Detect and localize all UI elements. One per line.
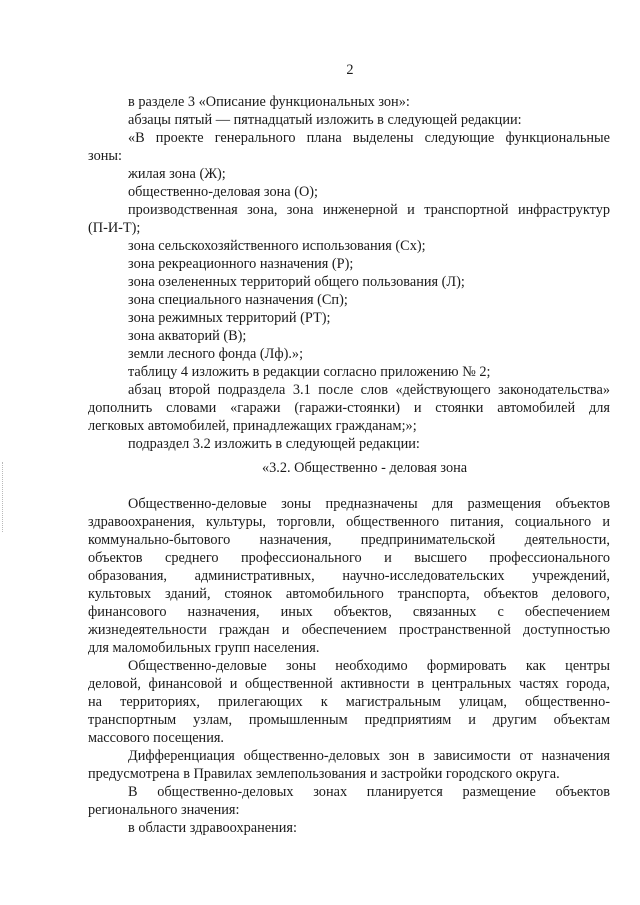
text-line: производственная зона, зона инженерной и транспортной инфраструктур	[128, 202, 610, 218]
paragraph-line: финансового назначения, иных объектов, связанных с обеспечением	[88, 604, 610, 620]
paragraph-line: регионального значения:	[88, 802, 240, 818]
text-line: абзац второй подраздела 3.1 после слов «действующего законодательства»	[128, 382, 610, 398]
text-line: зона специального назначения (Сп);	[128, 292, 348, 308]
paragraph-line: Дифференциация общественно-деловых зон в зависимости от назначения	[128, 748, 610, 764]
text-line: легковых автомобилей, принадлежащих гражданам;»;	[88, 418, 417, 434]
page-number: 2	[346, 62, 354, 78]
paragraph-line: Общественно-деловые зоны необходимо формировать как центры	[128, 658, 610, 674]
scan-margin-marks	[2, 462, 6, 532]
text-line: зона озелененных территорий общего пользования (Л);	[128, 274, 465, 290]
text-line: (П-И-Т);	[88, 220, 141, 236]
paragraph-line: культовых зданий, стоянок автомобильного транспорта, объектов делового,	[88, 586, 610, 602]
paragraph-line: коммунально-бытового назначения, предпринимательской деятельности,	[88, 532, 610, 548]
paragraph-line: деловой, финансовой и общественной активности в центральных частях города,	[88, 676, 610, 692]
paragraph-line: В общественно-деловых зонах планируется размещение объектов	[128, 784, 610, 800]
text-line: общественно-деловая зона (О);	[128, 184, 319, 200]
paragraph-line: в области здравоохранения:	[128, 820, 297, 836]
text-line: земли лесного фонда (Лф).»;	[128, 346, 304, 362]
text-line: зона режимных территорий (РТ);	[128, 310, 331, 326]
paragraph-line: здравоохранения, культуры, торговли, общественного питания, социального и	[88, 514, 610, 530]
text-line: подраздел 3.2 изложить в следующей редакции:	[128, 436, 420, 452]
text-line: в разделе 3 «Описание функциональных зон»:	[128, 94, 410, 110]
paragraph-line: Общественно-деловые зоны предназначены для размещения объектов	[128, 496, 610, 512]
paragraph-line: предусмотрена в Правилах землепользования и застройки городского округа.	[88, 766, 560, 782]
text-line: зона рекреационного назначения (Р);	[128, 256, 354, 272]
text-line: зоны:	[88, 148, 122, 164]
paragraph-line: для маломобильных групп населения.	[88, 640, 320, 656]
paragraph-line: образования, административных, научно-исследовательских учреждений,	[88, 568, 610, 584]
text-line: жилая зона (Ж);	[128, 166, 226, 182]
text-line: абзацы пятый — пятнадцатый изложить в следующей редакции:	[128, 112, 522, 128]
paragraph-line: объектов среднего профессионального и высшего профессионального	[88, 550, 610, 566]
paragraph-line: транспортным узлам, промышленным предприятиям и другим объектам	[88, 712, 610, 728]
text-line: зона акваторий (В);	[128, 328, 247, 344]
paragraph-line: жизнедеятельности граждан и обеспечением пространственной доступностью	[88, 622, 610, 638]
paragraph-line: массового посещения.	[88, 730, 224, 746]
text-line: «В проекте генерального плана выделены следующие функциональные	[128, 130, 610, 146]
text-line: зона сельскохозяйственного использования (Сх);	[128, 238, 426, 254]
section-heading: «3.2. Общественно - деловая зона	[262, 460, 468, 476]
paragraph-line: на территориях, прилегающих к магистральным улицам, общественно-	[88, 694, 610, 710]
text-line: дополнить словами «гаражи (гаражи-стоянки) и стоянки автомобилей для	[88, 400, 610, 416]
text-line: таблицу 4 изложить в редакции согласно приложению № 2;	[128, 364, 491, 380]
